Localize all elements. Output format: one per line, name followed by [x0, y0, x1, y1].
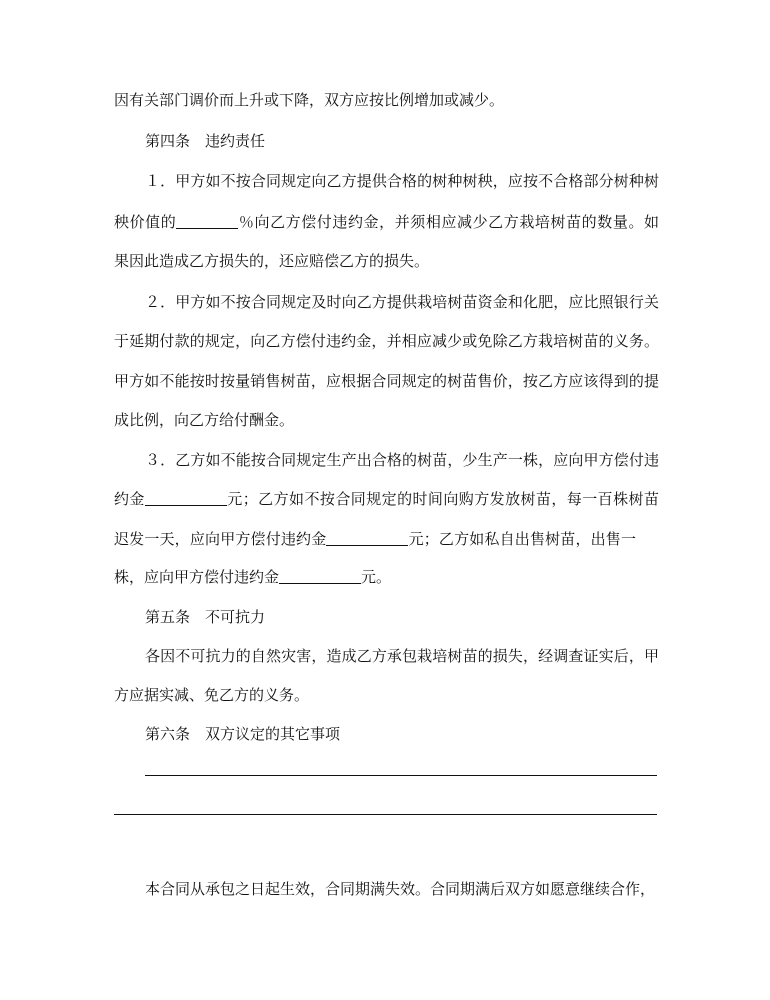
article-5-line-1: 各因不可抗力的自然灾害，造成乙方承包栽培树苗的损失，经调查证实后，甲 [145, 647, 659, 665]
clause-4-2-line-3: 甲方如不能按时按量销售树苗，应根据合同规定的树苗售价，按乙方应该得到的提 [114, 372, 659, 390]
clause-4-2-line-1: ２．甲方如不按合同规定及时向乙方提供栽培树苗资金和化肥，应比照银行关 [145, 293, 659, 311]
clause-4-3-line-2: 约金 元；乙方如不按合同规定的时间向购方发放树苗，每一百株树苗 [114, 490, 659, 508]
clause-4-1-line-2: 秧价值的 ％向乙方偿付违约金，并须相应减少乙方栽培树苗的数量。如 [114, 213, 659, 231]
clause-4-3-line-3: 迟发一天，应向甲方偿付违约金 元；乙方如私自出售树苗，出售一 [114, 530, 636, 548]
clause-4-1-line-3: 果因此造成乙方损失的，还应赔偿乙方的损失。 [114, 252, 430, 270]
clause-4-3-line-1: ３．乙方如不能按合同规定生产出合格的树苗，少生产一株，应向甲方偿付违 [145, 451, 659, 469]
blank-field [326, 529, 408, 546]
clause-4-3-line-4: 株，应向甲方偿付违约金 元。 [114, 568, 392, 586]
blank-field [176, 212, 238, 229]
article-5-title: 第五条 不可抗力 [145, 608, 266, 626]
fill-in-line [114, 814, 657, 815]
blank-field [145, 489, 227, 506]
article-4-title: 第四条 违约责任 [145, 132, 266, 150]
article-6-title: 第六条 双方议定的其它事项 [145, 725, 341, 743]
clause-4-1-line-1: １．甲方如不按合同规定向乙方提供合格的树种树秧，应按不合格部分树种树 [145, 172, 659, 190]
final-clause-line: 本合同从承包之日起生效，合同期满失效。合同期满后双方如愿意继续合作， [145, 880, 656, 898]
clause-4-2-line-4: 成比例，向乙方给付酬金。 [114, 411, 295, 429]
fill-in-line [145, 775, 657, 776]
clause-4-2-line-2: 于延期付款的规定，向乙方偿付违约金，并相应减少或免除乙方栽培树苗的义务。 [114, 332, 659, 350]
blank-field [279, 567, 361, 584]
article-5-line-2: 方应据实减、免乙方的义务。 [114, 686, 310, 704]
text-line: 因有关部门调价而上升或下降，双方应按比例增加或减少。 [114, 91, 505, 109]
